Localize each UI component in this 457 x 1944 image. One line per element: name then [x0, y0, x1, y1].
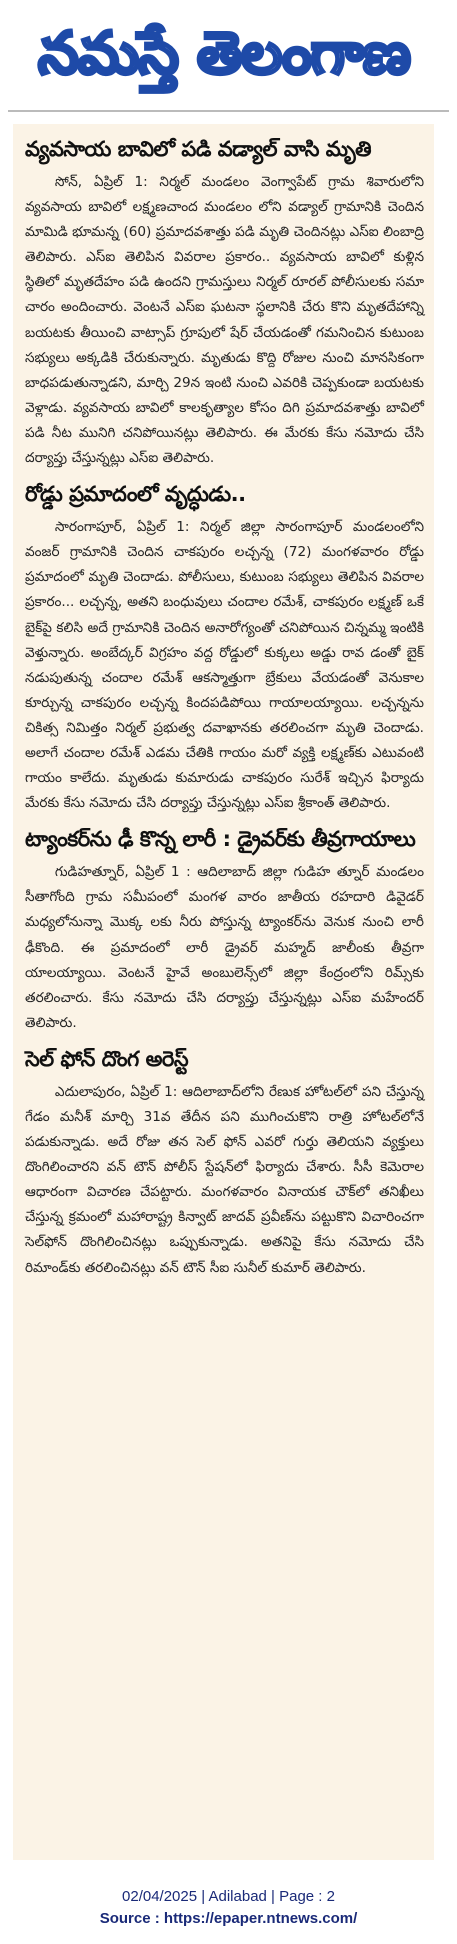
article-headline: వ్యవసాయ బావిలో పడి వడ్యాల్ వాసి మృతి	[25, 137, 372, 161]
source-link[interactable]: Source : https://epaper.ntnews.com/	[99, 1910, 358, 1927]
article-3	[25, 824, 424, 1036]
article-body: గుడిహత్నూర్, ఏప్రిల్ 1 : ఆదిలాబాద్ జిల్లా గుడిహ త్నూర్ మండలం సీతాగోంది గ్రామ సమీపంలో మంగళ వారం జాతీయ రహదారి డివైడర్ మధ్యలోనున్నా మొక్క లకు నీరు పోస్తున్న ట్యాంకర్‌ను వెనుక నుంచి లారీ ఢీకొంది. ఈ ప్రమాదంలో లారీ డ్రైవర్ మహ్మద్ జాలీంకు తీవ్రగా యాలయ్యాయి. వెంటనే హైవే అంబులెన్స్‌లో జిల్లా కేంద్రంలోని రిమ్స్‌కు తరలించారు. కేసు నమోదు చేసి దర్యాప్తు చేస్తున్నట్లు ఎస్ఐ మహేందర్ తెలిపారు.	[25, 864, 424, 1031]
masthead-divider	[8, 110, 449, 112]
article-headline: ట్యాంకర్‌ను ఢీ కొన్న లారీ : డ్రైవర్‌కు తీవ్రగాయాలు	[25, 827, 416, 852]
newspaper-logo: నమస్తే తెలంగాణ	[38, 19, 410, 87]
article-body: సోన్, ఏప్రిల్ 1: నిర్మల్ మండలం వెంగ్వాపేట్ గ్రామ శివారులోని వ్యవసాయ బావిలో లక్ష్మణచాంద మండలం లోని వడ్యాల్ గ్రామానికి చెందిన మామిడి భూమన్న (60) ప్రమాదవశాత్తు పడి మృతి చెందినట్లు ఎస్ఐ లింబాద్రి తెలిపారు. ఎస్ఐ తెలిపిన వివరాల ప్రకారం.. వ్యవసాయ బావిలో కుళ్లిన స్థితిలో మృతదేహం పడి ఉందని గ్రామస్తులు నిర్మల్ రూరల్ పోలీసులకు సమా చారం అందించారు. వెంటనే ఎస్ఐ ఘటనా స్థలానికి చేరు కొని మృతదేహాన్ని బయటకు తీయించి వాట్సాప్ గ్రూపులో షేర్ చేయడంతో గమనించిన కుటుంబ సభ్యులు అక్కడికి చేరుకున్నారు. మృతుడు కొద్ది రోజుల నుంచి మానసికంగా బాధపడుతున్నాడని, మార్చి 29న ఇంటి నుంచి ఎవరికి చెప్పకుండా బయటకు వెళ్లాడు. వ్యవసాయ బావిలో కాలకృత్యాల కోసం దిగి ప్రమాదవశాత్తు బావిలో పడి నీట మునిగి చనిపోయినట్లు తెలిపారు. ఈ మేరకు కేసు నమోదు చేసి దర్యాప్తు చేస్తున్నట్లు ఎస్ఐ తెలిపారు.	[25, 174, 424, 467]
article-headline: సెల్ ఫోన్ దొంగ అరెస్ట్	[25, 1046, 189, 1071]
article-body: ఎదులాపురం, ఏప్రిల్ 1: ఆదిలాబాద్‌లోని రేణుక హోటల్‌లో పని చేస్తున్న గేడం మనీశ్ మార్చి 31వ తేదీన పని ముగించుకొని రాత్రి హోటల్‌లోనే పడుకున్నాడు. అదే రోజు తన సెల్ ఫోన్ ఎవరో గుర్తు తెలియని వ్యక్తులు దొంగిలించారని వన్ టౌన్ పోలీస్ స్టేషన్‌లో ఫిర్యాదు చేశారు. సీసీ కెమెరాల ఆధారంగా విచారణ చేపట్టారు. మంగళవారం వినాయక చౌక్‌లో తనిఖీలు చేస్తున్న క్రమంలో మహారాష్ట్ర కిన్వాట్ జాదవ్ ప్రవీణ్‌ను పట్టుకొని విచారించగా సెల్‌ఫోన్ దొంగిలించినట్లు ఒప్పుకున్నాడు. అతనిపై కేసు నమోదు చేసి రిమాండ్‌కు తరలించినట్లు వన్ టౌన్ సీఐ సునీల్ కుమార్ తెలిపారు.	[25, 1083, 424, 1276]
edition-info: 02/04/2025 | Adilabad | Page : 2	[122, 1888, 335, 1905]
masthead	[0, 0, 457, 110]
article-headline: రోడ్డు ప్రమాదంలో వృద్ధుడు..	[25, 482, 246, 507]
article-body: సారంగాపూర్, ఏప్రిల్ 1: నిర్మల్ జిల్లా సారంగాపూర్ మండలంలోని వంజర్ గ్రామానికి చెందిన చాకపురం లచ్చన్న (72) మంగళవారం రోడ్డు ప్రమాదంలో మృతి చెందాడు. పోలీసులు, కుటుంబ సభ్యులు తెలిపిన వివరాల ప్రకారం... లచ్చన్న, అతని బంధువులు చందాల రమేశ్, చాకపురం లక్ష్మణ్ ఒకే బైక్‌పై కలిసి అదే గ్రామానికి చెందిన అనారోగ్యంతో చనిపోయిన చిన్నమ్మ ఇంటికి వెళ్తున్నారు. అంబేద్కర్ విగ్రహం వద్ద రోడ్డులో కుక్కలు అడ్డు రావ డంతో బైక్ నడుపుతున్న చందాల రమేశ్ ఆకస్మాత్తుగా బ్రేకులు వేయడంతో వెనుకాల కూర్చున్న చాకపురం లచ్చన్న కిందపడిపోయి గాయాలయ్యాయి. లచ్చన్నను చికిత్స నిమిత్తం నిర్మల్ ప్రభుత్వ దవాఖానకు తరలించగా మృతి చెందాడు. అలాగే చందాల రమేశ్ ఎడమ చేతికి గాయం మరో వ్యక్తి లక్ష్మణ్‌కు ఎటువంటి గాయం కాలేదు. మృతుడు కుమారుడు చాకపురం సురేశ్ ఇచ్చిన ఫిర్యాదు మేరకు కేసు నమోదు చేసి దర్యాప్తు చేస్తున్నట్లు ఎస్ఐ శ్రీకాంత్ తెలిపారు.	[25, 519, 424, 812]
page-footer	[0, 1886, 457, 1930]
news-clipping	[13, 124, 434, 1860]
article-2	[25, 479, 424, 816]
article-1	[25, 134, 424, 471]
article-4	[25, 1044, 424, 1281]
